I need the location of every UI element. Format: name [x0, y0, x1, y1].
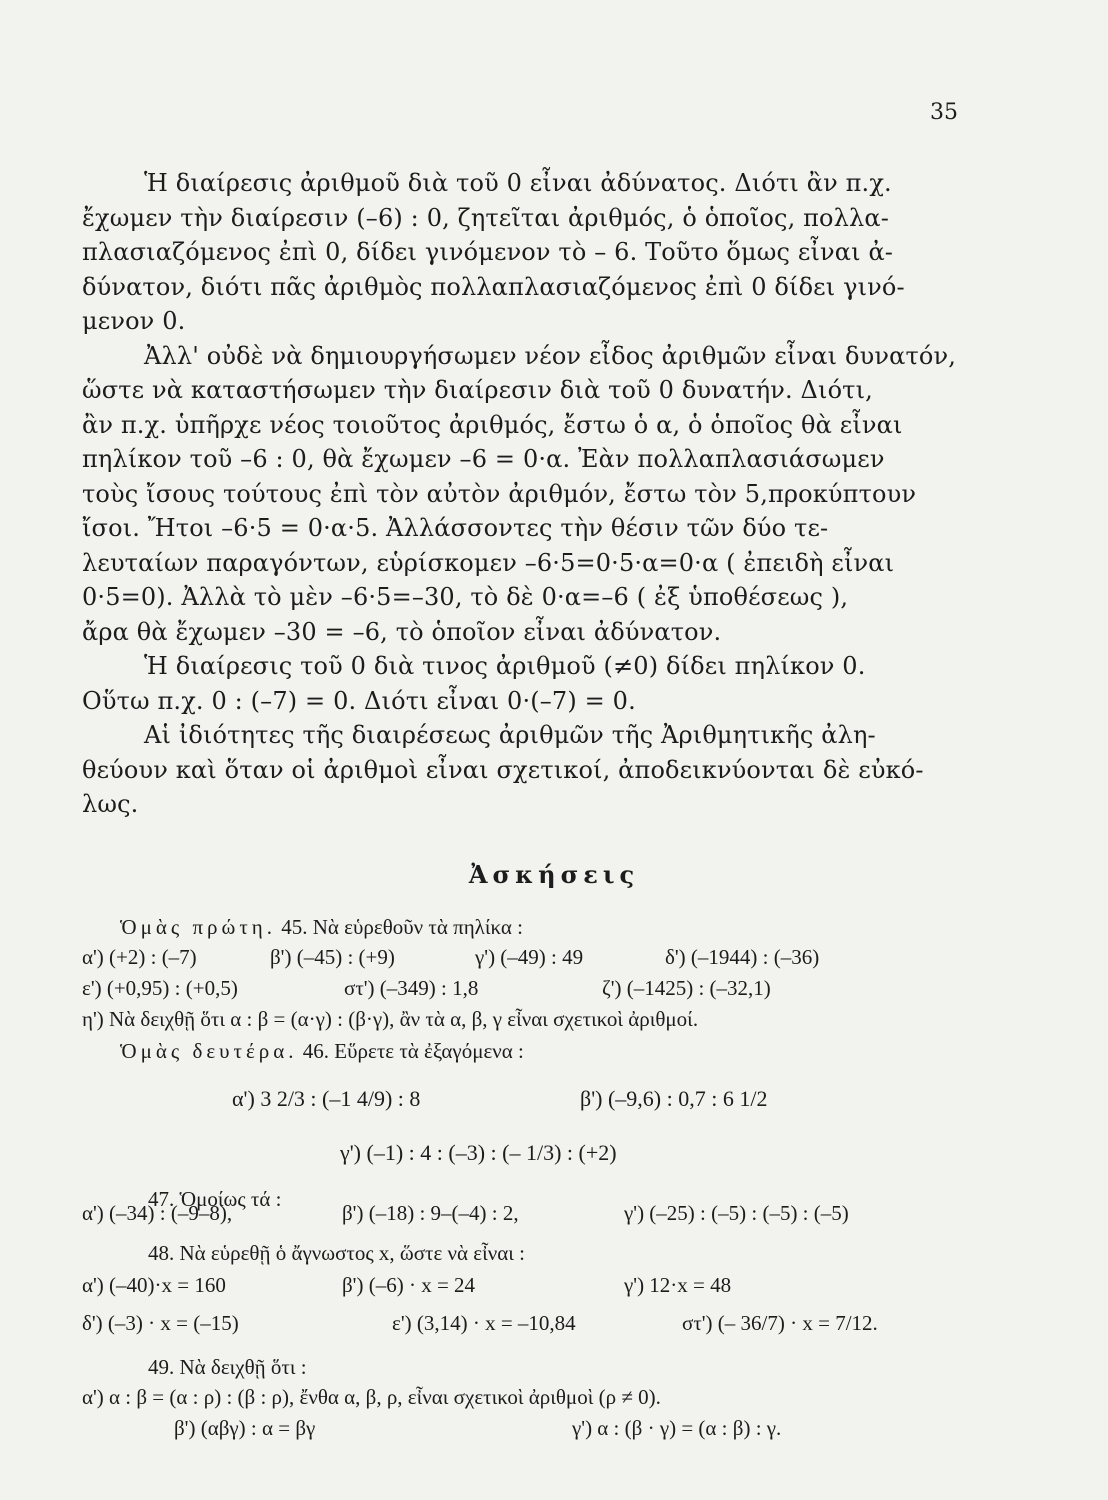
text-line: τοὺς ἴσους τούτους ἐπὶ τὸν αὐτὸν ἀριθμόν, ἔστω τὸν 5,προκύπτουν: [82, 479, 917, 508]
text-line: λευταίων παραγόντων, εὑρίσκομεν –6·5=0·5·α=0·α ( ἐπειδὴ εἶναι: [82, 548, 895, 577]
text-line: Οὕτω π.χ. 0 : (–7) = 0. Διότι εἶναι 0·(–7) = 0.: [82, 686, 636, 715]
exercise-49-items: [82, 1382, 982, 1444]
exercise-item: γ') (–25) : (–5) : (–5) : (–5): [624, 1201, 849, 1225]
text-line: θεύουν καὶ ὅταν οἱ ἀριθμοὶ εἶναι σχετικοί, ἀποδεικνύονται δὲ εὐκό-: [82, 755, 924, 784]
text-line: δύνατον, διότι πᾶς ἀριθμὸς πολλαπλασιαζόμενος ἐπὶ 0 δίδει γινό-: [82, 272, 905, 301]
group-label: Ὁμὰς δευτέρα.: [120, 1039, 298, 1063]
exercise-line: α') α : β = (α : ρ) : (β : ρ), ἔνθα α, β, ρ, εἶναι σχετικοὶ ἀριθμοὶ (ρ ≠ 0).: [82, 1385, 661, 1409]
exercise-prompt: 46. Εὕρετε τὰ ἐξαγόμενα :: [302, 1039, 524, 1063]
exercise-line: [82, 1413, 982, 1444]
text-line: πηλίκον τοῦ –6 : 0, θὰ ἔχωμεν –6 = 0·α. Ἐὰν πολλαπλασιάσωμεν: [82, 445, 885, 473]
text-line: ἄρα θὰ ἔχωμεν –30 = –6, τὸ ὁποῖον εἶναι ἀδύνατον.: [82, 617, 722, 646]
text-line: μενον 0.: [82, 307, 186, 335]
main-text: [82, 166, 962, 822]
exercise-line: [82, 1304, 982, 1342]
exercise-item: γ') α : (β · γ) = (α : β) : γ.: [572, 1416, 782, 1440]
exercise-line: η') Νὰ δειχθῇ ὅτι α : β = (α·γ) : (β·γ), ἂν τὰ α, β, γ εἶναι σχετικοὶ ἀριθμοί.: [82, 1007, 699, 1031]
exercise-prompt: 45. Νὰ εὑρεθοῦν τὰ πηλίκα :: [281, 915, 523, 939]
text-line: ἔχωμεν τὴν διαίρεσιν (–6) : 0, ζητεῖται ἀριθμός, ὁ ὁποῖος, πολλα-: [82, 203, 889, 232]
exercise-45: [120, 912, 980, 943]
page-number: 35: [930, 100, 958, 125]
section-heading: Ἀσκήσεις: [468, 860, 640, 889]
text-line: Ἡ διαίρεσις ἀριθμοῦ διὰ τοῦ 0 εἶναι ἀδύνατος. Διότι ἂν π.χ.: [144, 169, 892, 197]
exercise-line: [120, 1036, 980, 1067]
exercise-prompt: 48. Νὰ εὑρεθῇ ὁ ἄγνωστος x, ὥστε νὰ εἶναι :: [148, 1241, 525, 1265]
text-line: Ἀλλ' οὐδὲ νὰ δημιουργήσωμεν νέον εἶδος ἀριθμῶν εἶναι δυνατόν,: [144, 341, 956, 370]
exercise-item: ζ') (–1425) : (–32,1): [602, 976, 771, 1000]
exercise-item: β') (–45) : (+9): [270, 945, 395, 969]
text-line: ἂν π.χ. ὑπῆρχε νέος τοιοῦτος ἀριθμός, ἔστω ὁ α, ὁ ὁποῖος θὰ εἶναι: [82, 410, 903, 439]
exercise-prompt: 47. Ὁμοίως τά :: [148, 1187, 282, 1211]
text-line: 0·5=0). Ἀλλὰ τὸ μὲν –6·5=–30, τὸ δὲ 0·α=–6 ( ἐξ ὑποθέσεως ),: [82, 583, 849, 611]
exercise-item: α') 3 2/3 : (–1 4/9) : 8: [232, 1086, 421, 1111]
exercise-item: στ') (–349) : 1,8: [344, 976, 479, 1000]
exercise-45-items: [82, 942, 982, 1035]
text-line: ἴσοι. Ἤτοι –6·5 = 0·α·5. Ἀλλάσσοντες τὴν θέσιν τῶν δύο τε-: [82, 514, 829, 542]
exercise-item: β') (–6) · x = 24: [342, 1273, 476, 1297]
text-line: λως.: [82, 790, 139, 818]
group-label: Ὁμὰς πρώτη.: [120, 915, 277, 939]
exercise-prompt: 49. Νὰ δειχθῇ ὅτι :: [148, 1355, 307, 1379]
text-line: ὥστε νὰ καταστήσωμεν τὴν διαίρεσιν διὰ τοῦ 0 δυνατήν. Διότι,: [82, 376, 873, 404]
exercise-line: [82, 1266, 982, 1304]
exercise-49: [148, 1352, 1008, 1383]
exercise-item: ε') (3,14) · x = –10,84: [392, 1311, 576, 1335]
exercise-line: [82, 973, 982, 1004]
exercise-48: [148, 1238, 1008, 1269]
exercise-line: [82, 1198, 982, 1229]
exercise-item: β') (αβγ) : α = βγ: [174, 1416, 316, 1440]
exercise-item: δ') (–1944) : (–36): [665, 945, 820, 969]
exercise-item: β') (–18) : 9–(–4) : 2,: [342, 1201, 519, 1225]
text-line: Αἱ ἰδιότητες τῆς διαιρέσεως ἀριθμῶν τῆς Ἀριθμητικῆς ἀλη-: [144, 721, 876, 749]
exercise-47-items: [82, 1198, 982, 1229]
exercise-line: [120, 912, 980, 943]
exercise-item: γ') (–49) : 49: [475, 945, 584, 969]
exercise-item: α') (–34) : (–9–8),: [82, 1201, 233, 1225]
exercise-item: α') (–40)·x = 160: [82, 1273, 226, 1297]
exercise-48-items: [82, 1266, 982, 1342]
exercise-item: γ') (–1) : 4 : (–3) : (– 1/3) : (+2): [340, 1140, 617, 1165]
exercise-line: [82, 942, 982, 973]
exercise-46: [120, 1036, 980, 1067]
exercise-item: δ') (–3) · x = (–15): [82, 1311, 239, 1335]
text-line: πλασιαζόμενος ἐπὶ 0, δίδει γινόμενον τὸ – 6. Τοῦτο ὅμως εἶναι ἀ-: [82, 238, 894, 266]
exercise-item: β') (–9,6) : 0,7 : 6 1/2: [580, 1086, 768, 1111]
exercise-item: α') (+2) : (–7): [82, 945, 197, 969]
exercise-item: ε') (+0,95) : (+0,5): [82, 976, 238, 1000]
exercise-item: γ') 12·x = 48: [624, 1273, 732, 1297]
exercise-item: στ') (– 36/7) · x = 7/12.: [682, 1311, 878, 1335]
text-line: Ἡ διαίρεσις τοῦ 0 διὰ τινος ἀριθμοῦ (≠0) δίδει πηλίκον 0.: [144, 652, 866, 680]
